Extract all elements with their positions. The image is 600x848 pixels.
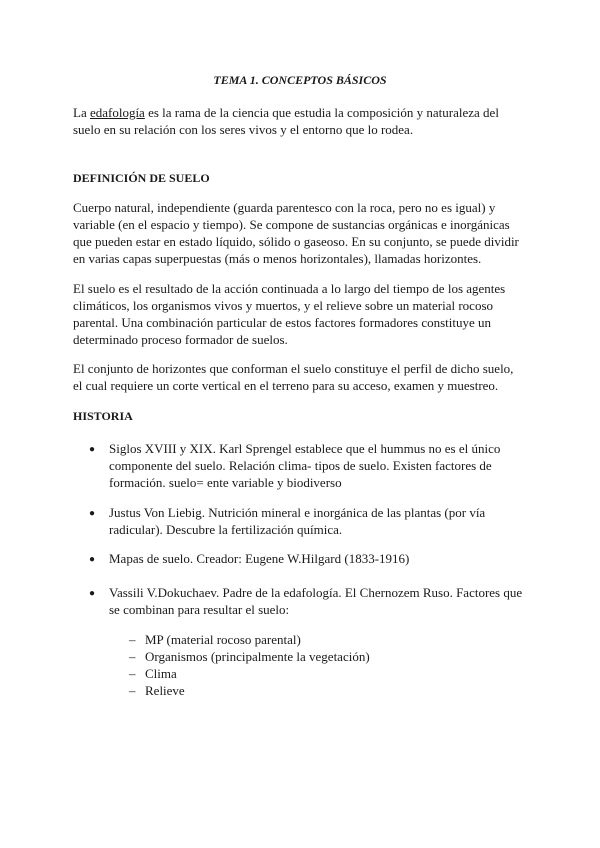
text-line: Justus Von Liebig. Nutrición mineral e inorgánica de las plantas (por vía — [109, 505, 486, 520]
text-line: Siglos XVIII y XIX. Karl Sprengel establece que el hummus no es el único — [109, 441, 501, 456]
bullet-icon: ● — [89, 554, 96, 565]
intro-line2: suelo en su relación con los seres vivos y el entorno que lo rodea. — [73, 122, 414, 137]
heading-definicion-suelo: DEFINICIÓN DE SUELO — [73, 171, 210, 185]
definition-paragraph-3 — [73, 360, 528, 394]
text-line: El conjunto de horizontes que conforman el suelo constituye el perfil de dicho suelo, — [73, 361, 514, 376]
factor-text: Relieve — [145, 683, 185, 698]
heading-historia: HISTORIA — [73, 409, 133, 423]
text-line: se combinan para resultar el suelo: — [109, 602, 290, 617]
text-line: El suelo es el resultado de la acción continuada a lo largo del tiempo de los agentes — [73, 281, 506, 296]
text-line: Vassili V.Dokuchaev. Padre de la edafología. El Chernozem Ruso. Factores que — [109, 585, 523, 600]
dash-icon: – — [129, 666, 136, 681]
bullet-text — [109, 440, 529, 491]
dash-icon: – — [129, 632, 136, 647]
text-line: determinado proceso formador de suelos. — [73, 332, 288, 347]
text-line: formación. suelo= ente variable y biodiverso — [109, 475, 342, 490]
text-line: radicular). Descubre la fertilización química. — [109, 522, 343, 537]
factor-text: Clima — [145, 666, 177, 681]
dash-icon: – — [129, 649, 136, 664]
bullet-icon: ● — [89, 588, 96, 599]
intro-prefix: La — [73, 105, 90, 120]
bullet-text — [109, 584, 529, 618]
factor-text: MP (material rocoso parental) — [145, 632, 301, 647]
definition-paragraph-1 — [73, 199, 528, 267]
text-line: Cuerpo natural, independiente (guarda parentesco con la roca, pero no es igual) y — [73, 200, 496, 215]
bullet-text — [109, 504, 529, 538]
intro-line1-rest: es la rama de la ciencia que estudia la composición y naturaleza del — [144, 105, 499, 120]
bullet-text — [109, 550, 529, 567]
text-line: parental. Una combinación particular de estos factores formadores constituye un — [73, 315, 492, 330]
text-line: el cual requiere un corte vertical en el terreno para su acceso, examen y muestreo. — [73, 378, 499, 393]
bullet-icon: ● — [89, 508, 96, 519]
text-line: en varias capas superpuestas (más o menos horizontales), llamadas horizontes. — [73, 251, 482, 266]
bullet-icon: ● — [89, 444, 96, 455]
text-line: que pueden estar en estado líquido, sólido o gaseoso. En su conjunto, se puede dividir — [73, 234, 519, 249]
text-line: variable (en el espacio y tiempo). Se compone de sustancias orgánicas e inorgánicas — [73, 217, 510, 232]
edafologia-term: edafología — [89, 105, 145, 120]
text-line: Mapas de suelo. Creador: Eugene W.Hilgard (1833-1916) — [109, 551, 410, 566]
dash-icon: – — [129, 683, 136, 698]
definition-paragraph-2 — [73, 280, 528, 348]
text-line: climáticos, los organismos vivos y muertos, y el relieve sobre un material rocoso — [73, 298, 494, 313]
text-line: componente del suelo. Relación clima- tipos de suelo. Existen factores de — [109, 458, 492, 473]
factor-text: Organismos (principalmente la vegetación) — [145, 649, 370, 664]
document-title: TEMA 1. CONCEPTOS BÁSICOS — [213, 73, 387, 87]
intro-paragraph — [73, 104, 528, 138]
